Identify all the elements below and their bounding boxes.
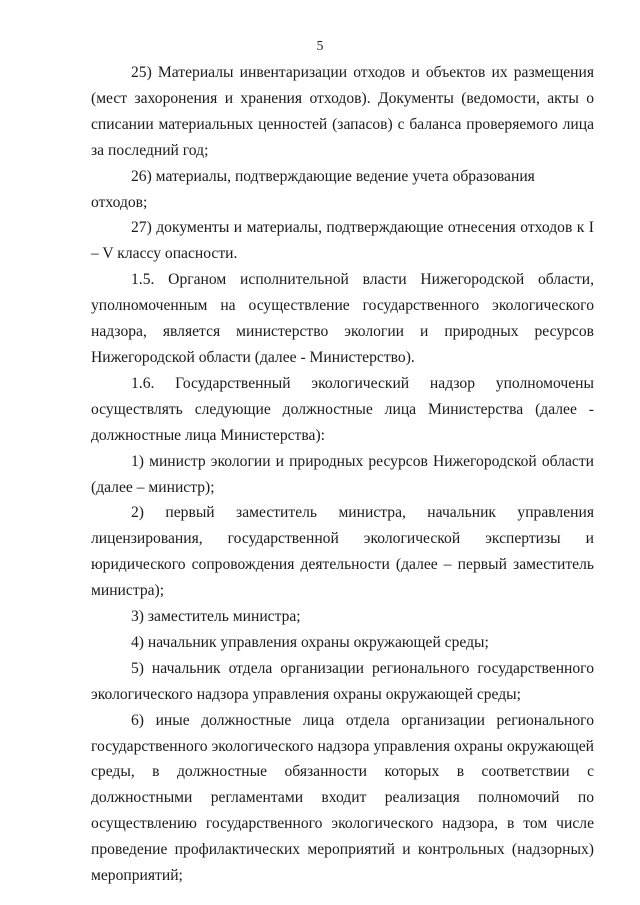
paragraph-item-26: 26) материалы, подтверждающие ведение учета образования отходов;: [91, 167, 535, 211]
paragraph-item-25: 25) Материалы инвентаризации отходов и объектов их размещения (мест захоронения и хранения отходов). Документы (ведомости, акты о списании материальных ценностей (запасов) с баланса проверяемого лица за последний год;: [91, 64, 594, 159]
paragraph-official-5: 5) начальник отдела организации регионального государственного экологического надзора управления охраны окружающей среды;: [91, 659, 594, 703]
paragraph-official-4: 4) начальник управления охраны окружающей среды;: [131, 633, 489, 651]
paragraph-official-1: 1) министр экологии и природных ресурсов Нижегородской области (далее – министр);: [91, 452, 594, 496]
paragraph-item-27: 27) документы и материалы, подтверждающие отнесения отходов к I – V классу опасности.: [91, 219, 594, 263]
paragraph-section-1-6: 1.6. Государственный экологический надзор уполномочены осуществлять следующие должностные лица Министерства (далее - должностные лица Министерства):: [91, 374, 594, 444]
paragraph-section-1-5: 1.5. Органом исполнительной власти Нижегородской области, уполномоченным на осуществление государственного экологического надзора, является министерство экологии и природных ресурсов Нижегородской области (далее - Министерство).: [91, 271, 594, 366]
paragraph-official-3: 3) заместитель министра;: [131, 608, 301, 626]
paragraph-official-6: 6) иные должностные лица отдела организации регионального государственного экологического надзора управления охраны окружающей среды, в должностные обязанности которых в соответствии с должностными регламентами входит реализация полномочий по осуществлению государственного экологического надзора, в том числе проведение профилактических мероприятий и контрольных (надзорных) мероприятий;: [91, 711, 594, 885]
document-body: [91, 60, 594, 889]
paragraph-official-2: 2) первый заместитель министра, начальник управления лицензирования, государственной экологической экспертизы и юридического сопровождения деятельности (далее – первый заместитель министра);: [91, 504, 594, 600]
page-number: 5: [316, 38, 324, 53]
